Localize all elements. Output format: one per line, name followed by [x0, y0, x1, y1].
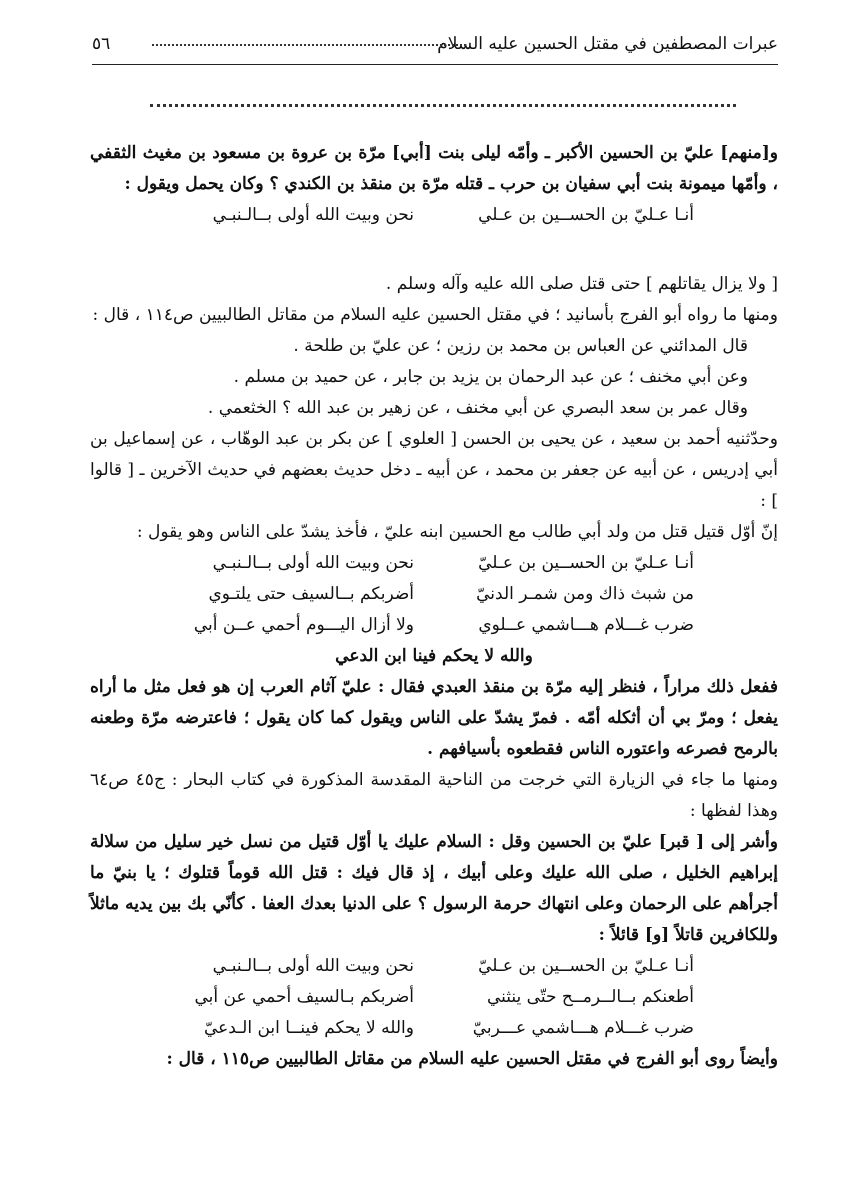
verse-line	[174, 579, 694, 610]
verse-first-hemistich: ضرب غـــلام هـــاشمي عــلوي	[478, 615, 694, 635]
verse-line	[174, 1013, 694, 1044]
verse-block	[174, 548, 694, 672]
verse-closing-line: والله لا يحكم فينا ابن الدعي	[335, 646, 533, 666]
header-rule	[92, 64, 778, 65]
verse-line	[174, 200, 694, 231]
verse-first-hemistich: من شبث ذاك ومن شمـر الدنيّ	[476, 584, 694, 604]
paragraph: وحدّثنيه أحمد بن سعيد ، عن يحيى بن الحسن [ العلوي ] عن بكر بن عبد الوهّاب ، عن إسماعيل بن أبي إدريس ، عن أبيه عن جعفر بن محمد ، عن أبيه ـ دخل حديث بعضهم في حديث الآخرين ـ [ قالوا ] :	[90, 429, 778, 511]
verse-line	[174, 951, 694, 982]
verse-first-hemistich: أنـا عـليّ بن الحســين بن عـليّ	[478, 553, 694, 573]
verse-second-hemistich: ولا أزال اليـــوم أحمي عــن أبي	[193, 615, 414, 635]
paragraph: وأيضاً روى أبو الفرج في مقتل الحسين عليه السلام من مقاتل الطالبيين ص١١٥ ، قال :	[166, 1049, 778, 1069]
verse-block	[174, 951, 694, 1044]
verse-second-hemistich: نحن وبيت الله أولى بــالـنبـي	[212, 553, 414, 573]
verse-second-hemistich: نحن وبيت الله أولى بــالـنبـي	[212, 205, 414, 225]
spacer	[90, 231, 778, 269]
page-body	[90, 138, 778, 1075]
paragraph: إنّ أوّل قتيل قتل من ولد أبي طالب مع الحسين ابنه عليّ ، فأخذ يشدّ على الناس وهو يقول :	[136, 522, 778, 542]
verse-second-hemistich: أضربكم بــالسيف حتى يلتـوي	[208, 584, 414, 604]
verse-first-hemistich: أنـا عـليّ بن الحســين بن عـليّ	[478, 956, 694, 976]
paragraph: ومنها ما جاء في الزيارة التي خرجت من الناحية المقدسة المذكورة في كتاب البحار : ج٤٥ ص٦٤ وهذا لفظها :	[90, 770, 778, 821]
page-number: ٥٦	[92, 34, 111, 54]
verse-line	[174, 548, 694, 579]
paragraph: وقال عمر بن سعد البصري عن أبي مخنف ، عن زهير بن عبد الله ؟ الخثعمي .	[207, 398, 748, 418]
section-separator-dots	[150, 104, 736, 107]
paragraph: وأشر إلى [ قبر] عليّ بن الحسين وقل : السلام عليك يا أوّل قتيل من نسل خير سليل من سلالة إبراهيم الخليل ، صلى الله عليك وعلى أبيك ، إذ قال فيك : قتل الله قوماً قتلوك ؛ يا بنيّ ما أجرأهم على الرحمان وعلى انتهاك حرمة الرسول ؟ على الدنيا بعدك العفا . كأنّي بك بين يديه ماثلاً وللكافرين قاتلاً [و] قائلاً :	[90, 832, 778, 945]
verse-line	[174, 610, 694, 641]
verse-second-hemistich: أضربكم بـالسيف أحمي عن أبي	[194, 987, 414, 1007]
running-title: عبرات المصطفين في مقتل الحسين عليه السلام	[437, 34, 778, 54]
verse-first-hemistich: أطعنكم بــالــرمــح حتّى ينثني	[486, 987, 694, 1007]
paragraph: و[منهم] عليّ بن الحسين الأكبر ـ وأمّه ليلى بنت [أبي] مرّة بن عروة بن مسعود بن مغيث الثقفي ، وأمّها ميمونة بنت أبي سفيان بن حرب ـ قتله مرّة بن منقذ بن الكندي ؟ وكان يحمل ويقول :	[90, 143, 778, 194]
paragraph: قال المدائني عن العباس بن محمد بن رزين ؛ عن عليّ بن طلحة .	[293, 336, 748, 356]
verse-first-hemistich: أنـا عـليّ بن الحســين بن عـلي	[478, 205, 694, 225]
verse-line	[174, 982, 694, 1013]
paragraph: ففعل ذلك مراراً ، فنظر إليه مرّة بن منقذ العبدي فقال : عليّ آثام العرب إن هو فعل مثل ما أراه يفعل ؛ ومرّ بي أن أثكله أمّه . فمرّ يشدّ على الناس ويقول كما كان يقول ؛ فاعترضه مرّة وطعنه بالرمح فصرعه واعتوره الناس فقطعوه بأسيافهم .	[90, 677, 778, 759]
verse-second-hemistich: نحن وبيت الله أولى بــالـنبـي	[212, 956, 414, 976]
header-leader-dots	[152, 44, 466, 46]
running-header	[92, 30, 778, 60]
paragraph: ومنها ما رواه أبو الفرج بأسانيد ؛ في مقتل الحسين عليه السلام من مقاتل الطالبيين ص١١٤ ، قال :	[92, 305, 778, 325]
verse-second-hemistich: والله لا يحكم فينــا ابن الـدعيّ	[203, 1018, 414, 1038]
verse-first-hemistich: ضرب غـــلام هـــاشمي عـــربيّ	[472, 1018, 694, 1038]
verse-block	[174, 200, 694, 231]
paragraph: وعن أبي مخنف ؛ عن عبد الرحمان بن يزيد بن جابر ، عن حميد بن مسلم .	[233, 367, 748, 387]
paragraph: [ ولا يزال يقاتلهم ] حتى قتل صلى الله عليه وآله وسلم .	[385, 274, 778, 294]
